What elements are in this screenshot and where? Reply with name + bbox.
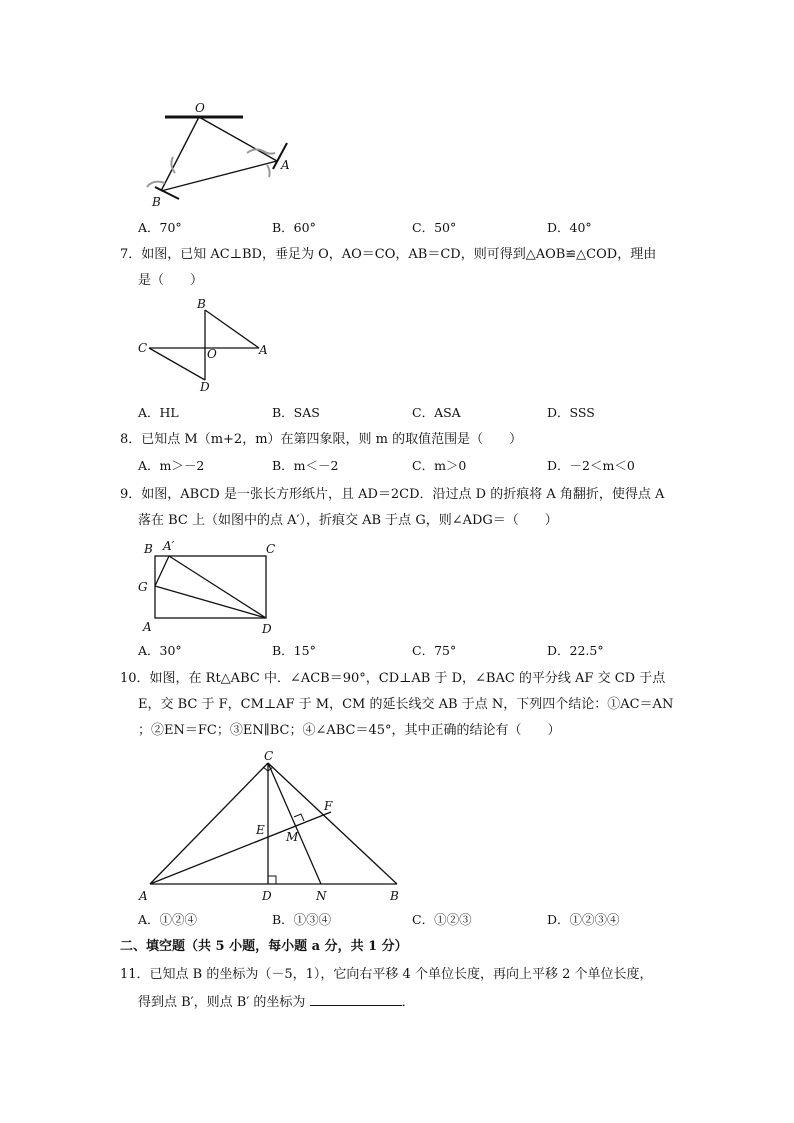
q10-label-A: A [139,889,148,903]
q10-stem-line2: E，交 BC 于 F，CM⊥AF 于 M，CM 的延长线交 AB 于点 N，下列四个结论：①AC＝AN [138,697,674,712]
q8-option-d: D．－2＜m＜0 [547,458,635,473]
q9-option-a: A．30° [138,643,182,658]
q10-stem-line1: 10．如图，在 Rt△ABC 中．∠ACB＝90°，CD⊥AB 于 D，∠BAC 的平分线 AF 交 CD 于点 [120,671,666,686]
q7-label-D: D [200,380,210,394]
q10-label-C: C [264,749,274,763]
q7-option-b: B．SAS [272,405,320,420]
q7-stem-line1: 7．如图，已知 AC⊥BD，垂足为 O，AO＝CO，AB＝CD，则可得到△AOB≌△COD，理由 [120,247,657,262]
q7-label-B: B [197,297,206,311]
q7-option-d: D．SSS [547,405,595,420]
q7-label-A: A [259,343,268,357]
q9-option-d: D．22.5° [547,643,604,658]
q6-option-b: B．60° [272,220,316,235]
q6-label-A: A [281,158,290,172]
q9-label-D: D [262,622,272,636]
q7-label-C: C [138,341,148,355]
q7-stem-line2: 是（ ） [138,273,204,288]
q10-label-B: B [390,889,399,903]
q10-label-E: E [256,823,265,837]
q11-stem-line1: 11．已知点 B 的坐标为（－5，1），它向右平移 4 个单位长度，再向上平移 2 个单位长度， [120,967,653,982]
q9-option-b: B．15° [272,643,316,658]
q6-option-c: C．50° [412,220,457,235]
q10-figure [135,746,410,906]
q10-option-c: C．①②③ [412,912,472,927]
q6-label-O: O [195,101,205,115]
q7-figure [135,296,275,394]
q8-stem-line1: 8．已知点 M（m+2，m）在第四象限，则 m 的取值范围是（ ） [120,432,523,447]
q7-label-O: O [207,347,217,361]
q9-stem-line1: 9．如图，ABCD 是一张长方形纸片，且 AD＝2CD．沿过点 D 的折痕将 A 角翻折，使得点 A [120,487,665,502]
q10-label-F: F [324,799,333,813]
q7-option-c: C．ASA [412,405,461,420]
q11-stem-line2 [138,993,415,1012]
q9-label-Aprime: A′ [163,539,175,553]
q10-stem-line3: ；②EN＝FC；③EN∥BC；④∠ABC＝45°，其中正确的结论有（ ） [138,723,561,738]
q10-label-M: M [286,830,299,844]
q10-option-b: B．①③④ [272,912,332,927]
q9-label-A: A [143,620,152,634]
q10-label-D: D [262,889,272,903]
q8-option-c: C．m＞0 [412,458,467,473]
q9-label-B: B [144,542,153,556]
q9-figure [135,538,285,638]
q6-option-d: D．40° [547,220,592,235]
q11-answer-blank[interactable] [310,993,402,1006]
q9-option-c: C．75° [412,643,457,658]
q10-option-d: D．①②③④ [547,912,620,927]
q9-label-G: G [138,580,148,594]
q9-label-C: C [266,542,276,556]
q8-option-a: A．m＞－2 [138,458,205,473]
q6-option-a: A．70° [138,220,182,235]
q11-stem-line2-text: 得到点 B′，则点 B′ 的坐标为 [138,995,306,1010]
q8-option-b: B．m＜－2 [272,458,339,473]
q10-option-a: A．①②④ [138,912,198,927]
q7-option-a: A．HL [138,405,179,420]
q6-figure [135,95,305,215]
q9-stem-line2: 落在 BC 上（如图中的点 A′），折痕交 AB 于点 G，则∠ADG＝（ ） [138,513,558,528]
q11-stem-line2-end: ． [401,995,415,1010]
q10-label-N: N [316,889,327,903]
section-2-title: 二、填空题（共 5 小题，每小题 a 分，共 1 分） [120,939,408,954]
q6-label-B: B [152,195,161,209]
